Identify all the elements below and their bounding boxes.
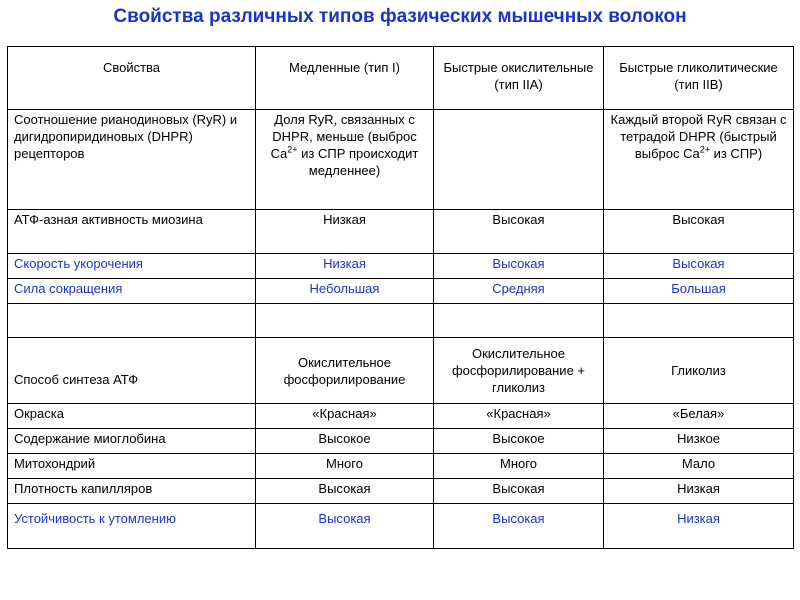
property-cell: Соотношение рианодиновых (RyR) и дигидропиридиновых (DHPR) рецепторов (8, 110, 256, 210)
value-cell-slow: Небольшая (256, 279, 434, 304)
value-cell-slow: Высокое (256, 429, 434, 454)
property-cell: Митохондрий (8, 454, 256, 479)
value-cell-slow: Низкая (256, 210, 434, 254)
value-text: из СПР происходит медленнее) (297, 146, 419, 178)
value-cell-fast-glycolytic: Низкая (604, 504, 794, 549)
table-row-empty (8, 304, 794, 338)
value-cell-fast-glycolytic: Мало (604, 454, 794, 479)
value-cell-slow (256, 304, 434, 338)
table-row (8, 254, 794, 279)
property-cell: Скорость укорочения (8, 254, 256, 279)
value-cell-fast-oxidative: «Красная» (434, 404, 604, 429)
value-cell-fast-oxidative: Окислительное фосфорилирование + гликолиз (434, 338, 604, 404)
table-row-receptors (8, 110, 794, 210)
property-cell: Способ синтеза АТФ (8, 338, 256, 404)
value-cell-fast-oxidative: Высокое (434, 429, 604, 454)
value-cell-fast-glycolytic: Высокая (604, 254, 794, 279)
value-text: Доля RyR, связанных с DHPR, меньше (выброс Ca (270, 112, 417, 161)
value-cell-fast-glycolytic (604, 304, 794, 338)
value-cell-fast-glycolytic: Высокая (604, 210, 794, 254)
table-row (8, 504, 794, 549)
value-cell-fast-glycolytic (604, 110, 794, 210)
table-row (8, 404, 794, 429)
value-cell-fast-oxidative: Средняя (434, 279, 604, 304)
table-row (8, 429, 794, 454)
value-cell-fast-oxidative (434, 110, 604, 210)
value-cell-fast-glycolytic: Низкое (604, 429, 794, 454)
table-row (8, 338, 794, 404)
value-cell-fast-oxidative: Высокая (434, 254, 604, 279)
value-cell-slow: «Красная» (256, 404, 434, 429)
header-properties: Свойства (8, 47, 256, 110)
value-cell-fast-oxidative: Высокая (434, 504, 604, 549)
superscript-charge: 2+ (287, 144, 298, 155)
header-slow-type-i: Медленные (тип I) (256, 47, 434, 110)
table-row (8, 454, 794, 479)
property-cell: Плотность капилляров (8, 479, 256, 504)
value-cell-slow: Много (256, 454, 434, 479)
value-cell-fast-oxidative: Много (434, 454, 604, 479)
value-text: из СПР) (709, 146, 763, 161)
value-cell-slow: Высокая (256, 504, 434, 549)
property-cell: Содержание миоглобина (8, 429, 256, 454)
value-cell-fast-oxidative (434, 304, 604, 338)
property-cell (8, 304, 256, 338)
property-cell: АТФ-азная активность миозина (8, 210, 256, 254)
table-row (8, 279, 794, 304)
value-cell-slow: Низкая (256, 254, 434, 279)
value-cell-slow: Окислительное фосфорилирование (256, 338, 434, 404)
table-header-row (8, 47, 794, 110)
value-cell-slow: Высокая (256, 479, 434, 504)
page-title: Свойства различных типов фазических мышечных волокон (113, 6, 687, 27)
property-cell: Сила сокращения (8, 279, 256, 304)
value-cell-slow (256, 110, 434, 210)
value-cell-fast-oxidative: Высокая (434, 210, 604, 254)
value-cell-fast-glycolytic: Гликолиз (604, 338, 794, 404)
header-fast-glycolytic-type-iib: Быстрые гликолитические (тип IIB) (604, 47, 794, 110)
value-cell-fast-glycolytic: Большая (604, 279, 794, 304)
value-cell-fast-glycolytic: «Белая» (604, 404, 794, 429)
superscript-charge: 2+ (699, 144, 710, 155)
value-cell-fast-glycolytic: Низкая (604, 479, 794, 504)
value-text: Каждый второй RyR связан с тетрадой DHPR (быстрый выброс Ca (610, 112, 787, 161)
property-cell: Устойчивость к утомлению (8, 504, 256, 549)
table-row (8, 210, 794, 254)
table-row (8, 479, 794, 504)
fiber-properties-table (7, 46, 794, 549)
header-fast-oxidative-type-iia: Быстрые окислительные (тип IIA) (434, 47, 604, 110)
value-cell-fast-oxidative: Высокая (434, 479, 604, 504)
property-cell: Окраска (8, 404, 256, 429)
